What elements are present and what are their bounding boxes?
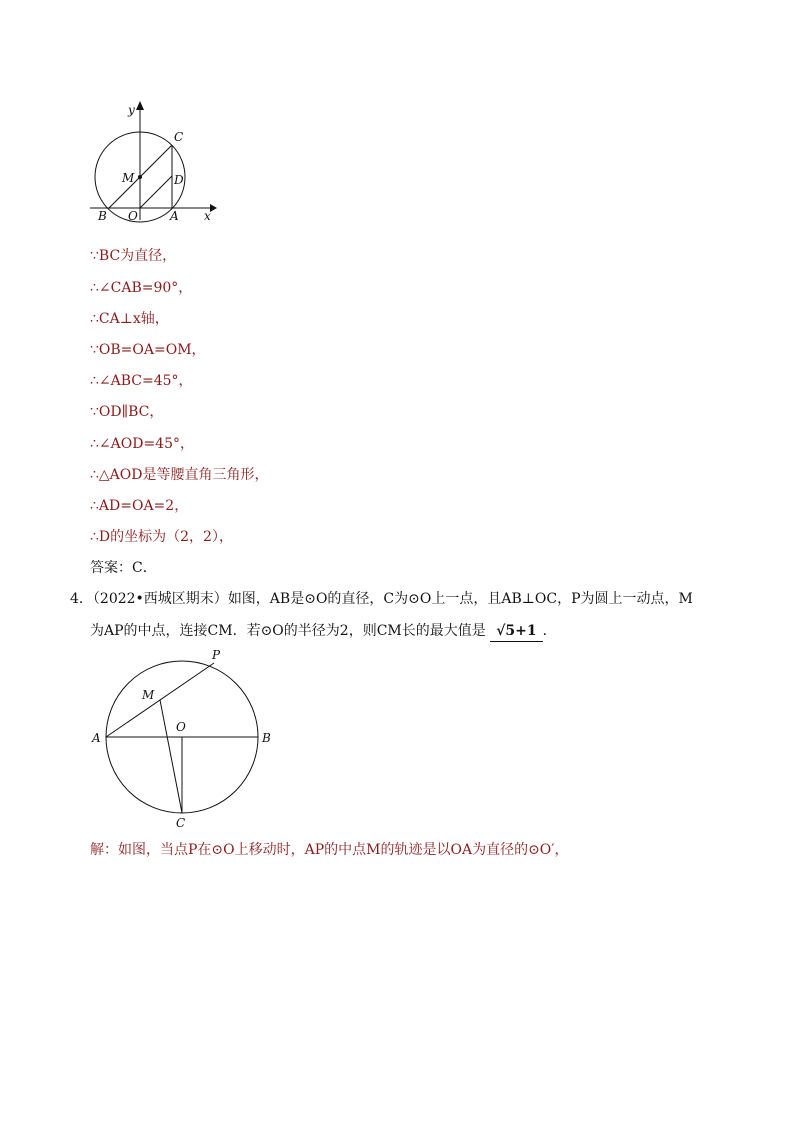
proof-line-7: ∴∠AOD=45°， [90, 436, 194, 452]
y-axis-arrow-icon [136, 101, 144, 110]
proof-line-9: ∴AD=OA=2， [90, 498, 189, 514]
label-x: x [204, 209, 211, 223]
label-b: B [98, 209, 107, 223]
label-a2: A [92, 731, 101, 745]
proof-line-4: ∵OB=OA=OM， [90, 342, 206, 358]
segment-cm [160, 700, 182, 813]
segment-od [140, 176, 172, 208]
answer-line: 答案：C． [90, 560, 157, 576]
proof-line-8: ∴△AOD是等腰直角三角形， [90, 467, 269, 483]
answer-blank: √5+1 [490, 621, 542, 642]
label-o: O [128, 209, 138, 223]
circle-o-figure [86, 645, 286, 835]
label-c: C [174, 130, 184, 144]
label-b2: B [262, 731, 271, 745]
question-text-2: 为AP的中点，连接CM．若⊙O的半径为2，则CM长的最大值是 [90, 623, 486, 639]
label-y: y [128, 103, 135, 117]
question-text-2-end: ． [542, 623, 557, 639]
label-a: A [170, 209, 179, 223]
label-p: P [212, 648, 221, 662]
label-o2: O [176, 720, 186, 734]
question-line-2 [90, 621, 557, 642]
label-d: D [174, 173, 184, 187]
label-m: M [122, 171, 135, 185]
proof-line-1: ∵BC为直径， [90, 248, 177, 264]
label-c2: C [176, 816, 186, 830]
label-m2: M [142, 688, 155, 702]
question-source: （2022•西城区期末） [92, 591, 228, 607]
question-line-1 [70, 589, 693, 609]
proof-line-3: ∴CA⊥x轴， [90, 311, 169, 327]
point-m [138, 175, 142, 179]
solution-line: 解：如图，当点P在⊙O上移动时，AP的中点M的轨迹是以OA为直径的⊙O′， [90, 842, 569, 858]
proof-line-6: ∵OD∥BC， [90, 404, 164, 420]
x-axis-arrow-icon [210, 204, 217, 212]
proof-line-2: ∴∠CAB=90°， [90, 280, 193, 296]
coordinate-circle-figure [86, 96, 226, 226]
proof-line-10: ∴D的坐标为（2，2）， [90, 529, 233, 545]
proof-line-5: ∴∠ABC=45°， [90, 373, 193, 389]
question-text-1: 如图，AB是⊙O的直径，C为⊙O上一点，且AB⊥OC，P为圆上一动点，M [227, 591, 693, 607]
question-number: 4． [70, 591, 93, 607]
